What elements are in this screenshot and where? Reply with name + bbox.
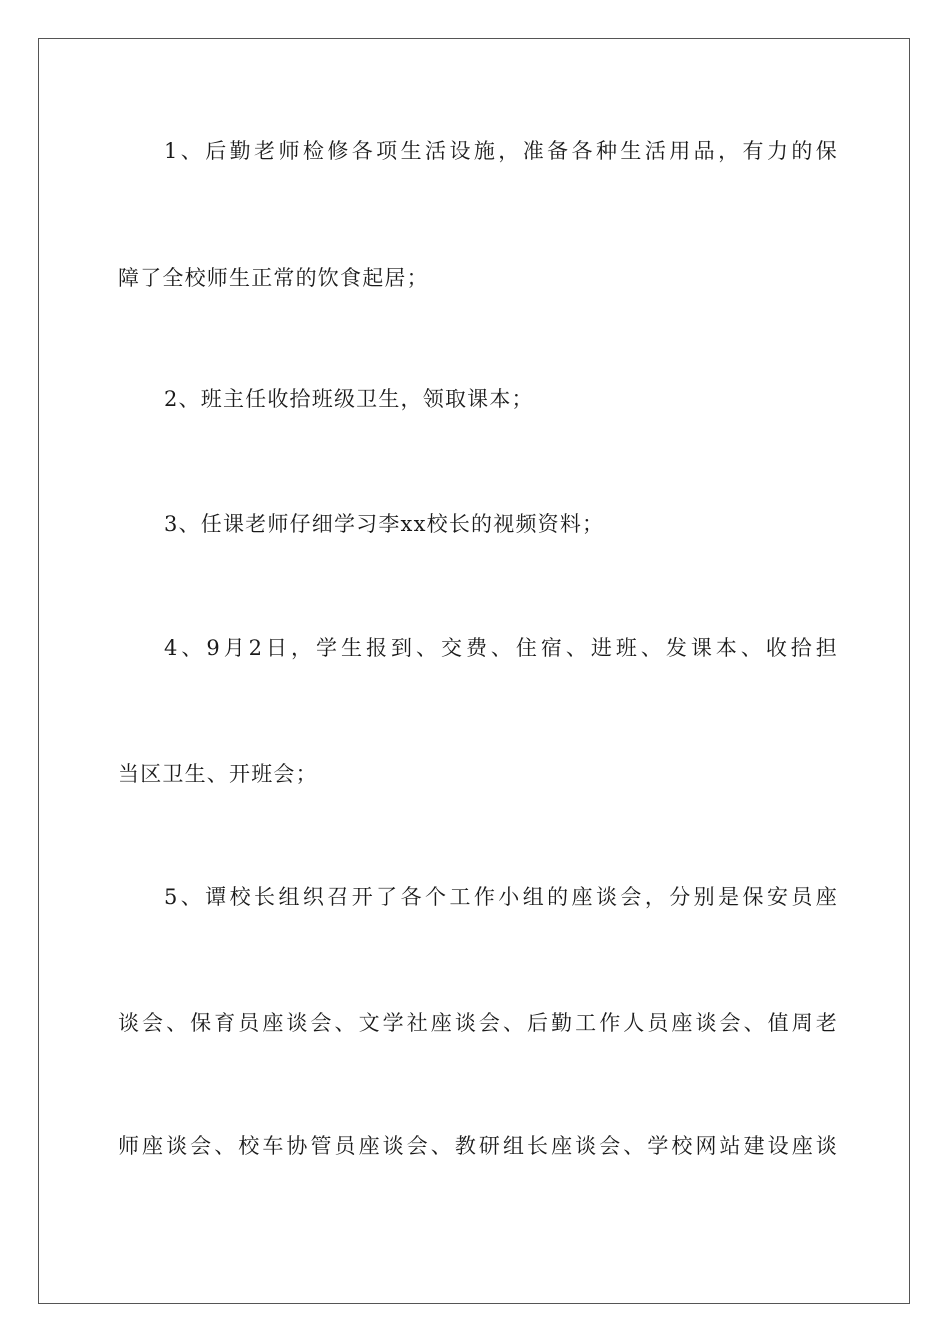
paragraph-4-line-1: 4、9月2日，学生报到、交费、住宿、进班、发课本、收拾担 — [164, 636, 838, 660]
page-border — [38, 38, 910, 1304]
paragraph-5-line-2: 谈会、保育员座谈会、文学社座谈会、后勤工作人员座谈会、值周老 — [118, 1011, 838, 1035]
paragraph-2-line-1: 2、班主任收拾班级卫生，领取课本； — [164, 387, 534, 411]
paragraph-1-line-2: 障了全校师生正常的饮食起居； — [118, 266, 429, 290]
paragraph-3-line-1: 3、任课老师仔细学习李xx校长的视频资料； — [164, 512, 605, 536]
paragraph-4-line-2: 当区卫生、开班会； — [118, 762, 318, 786]
paragraph-5-line-3: 师座谈会、校车协管员座谈会、教研组长座谈会、学校网站建设座谈 — [118, 1134, 838, 1158]
paragraph-1-line-1: 1、后勤老师检修各项生活设施，准备各种生活用品，有力的保 — [164, 139, 838, 163]
paragraph-5-line-1: 5、谭校长组织召开了各个工作小组的座谈会，分别是保安员座 — [164, 885, 838, 909]
